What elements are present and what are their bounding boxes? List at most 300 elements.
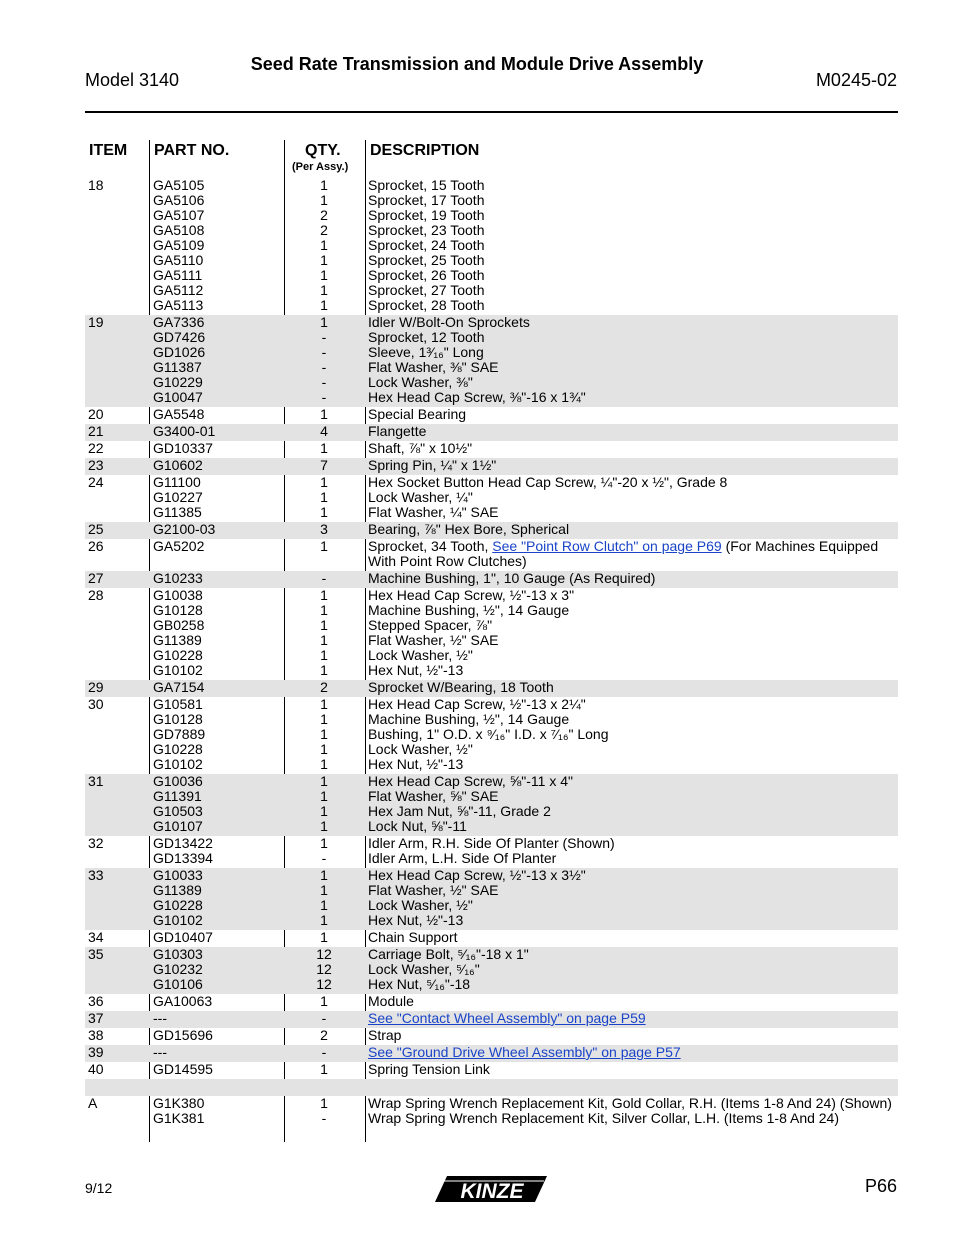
description-text: Flat Washer, ⅝" SAE: [368, 788, 499, 804]
table-row: [85, 1079, 898, 1096]
part-number: GA5202: [153, 538, 205, 554]
revision-date: 9/12: [85, 1180, 113, 1196]
item-number: 38: [88, 1027, 104, 1043]
part-number: G10106: [153, 976, 203, 992]
description: [368, 868, 586, 883]
quantity: 1: [320, 773, 328, 789]
description-text: Flat Washer, ⅜" SAE: [368, 359, 499, 375]
table-row: [85, 441, 898, 458]
description: [368, 712, 569, 727]
description: [368, 851, 556, 866]
part-number: GD7426: [153, 329, 206, 345]
table-line: [85, 193, 898, 208]
table-line: [85, 588, 898, 603]
description-text: Wrap Spring Wrench Replacement Kit, Gold Collar, R.H. (Items 1-8 And 24) (Shown): [368, 1095, 892, 1111]
column-header-description: DESCRIPTION: [370, 142, 480, 159]
table-row: [85, 1062, 898, 1079]
description-text: Hex Nut, ⁵⁄₁₆"-18: [368, 976, 471, 992]
quantity: 4: [320, 423, 328, 439]
description-text: Lock Washer, ½": [368, 897, 473, 913]
description-text: Spring Tension Link: [368, 1061, 490, 1077]
description: [368, 475, 727, 490]
quantity: 1: [320, 1061, 328, 1077]
description-text: Bushing, 1" O.D. x ⁹⁄₁₆" I.D. x ⁷⁄₁₆" Long: [368, 726, 609, 742]
item-number: 19: [88, 314, 104, 330]
description: [368, 588, 574, 603]
description-text: Machine Bushing, ½", 14 Gauge: [368, 602, 570, 618]
part-number: ---: [153, 1044, 167, 1060]
item-number: 39: [88, 1044, 104, 1060]
part-number: GA5112: [153, 282, 204, 298]
description: [368, 554, 527, 569]
item-number: A: [88, 1095, 98, 1111]
description-text: Sleeve, 1³⁄₁₆" Long: [368, 344, 484, 360]
description: [368, 490, 473, 505]
description-text: Lock Washer, ⁵⁄₁₆": [368, 961, 480, 977]
kinze-logo: [432, 1174, 550, 1209]
quantity: 1: [320, 314, 328, 330]
table-line: [85, 757, 898, 772]
table-row: [85, 994, 898, 1011]
part-number: G1K381: [153, 1110, 205, 1126]
part-number: G10038: [153, 587, 203, 603]
table-line: [85, 727, 898, 742]
part-number: G11385: [153, 504, 202, 520]
item-number: 20: [88, 406, 104, 422]
description-text: Sprocket, 17 Tooth: [368, 192, 485, 208]
description-text: Hex Head Cap Screw, ½"-13 x 3½": [368, 867, 586, 883]
table-row: [85, 697, 898, 774]
table-line: [85, 475, 898, 490]
description: [368, 697, 586, 712]
description-text: Shaft, ⅞" x 10½": [368, 440, 473, 456]
description: [368, 330, 484, 345]
quantity: 1: [320, 788, 328, 804]
part-number: GD13422: [153, 835, 213, 851]
description: [368, 648, 473, 663]
description: [368, 345, 484, 360]
table-row: [85, 424, 898, 441]
description-text: Idler W/Bolt-On Sprockets: [368, 314, 530, 330]
description-text: Hex Head Cap Screw, ½"-13 x 3": [368, 587, 575, 603]
table-line: [85, 742, 898, 757]
column-header-part: PART NO.: [154, 142, 230, 159]
description: [368, 618, 492, 633]
item-number: 23: [88, 457, 104, 473]
part-number: GA5108: [153, 222, 205, 238]
part-number: G10128: [153, 711, 203, 727]
part-number: GD15696: [153, 1027, 213, 1043]
part-number: G2100-03: [153, 521, 216, 537]
description-text: Hex Nut, ½"-13: [368, 756, 464, 772]
description: [368, 178, 484, 193]
quantity: 1: [320, 192, 328, 208]
part-number: G10102: [153, 756, 203, 772]
table-line: [85, 298, 898, 313]
table-row: [85, 588, 898, 680]
part-number: G10503: [153, 803, 203, 819]
quantity: 1: [320, 406, 328, 422]
quantity: -: [321, 1010, 327, 1026]
part-number: G10303: [153, 946, 203, 962]
table-line: [85, 178, 898, 193]
cross-reference-link[interactable]: See "Ground Drive Wheel Assembly" on page P57: [368, 1044, 681, 1060]
document-number: M0245-02: [815, 70, 897, 90]
table-row: [85, 522, 898, 539]
description: [368, 633, 499, 648]
quantity: 1: [320, 474, 328, 490]
table-row: [85, 1028, 898, 1045]
table-row: [85, 868, 898, 930]
description: [368, 268, 484, 283]
description: [368, 1111, 839, 1126]
table-line: [85, 360, 898, 375]
table-row: [85, 315, 898, 407]
quantity: 1: [320, 867, 328, 883]
description: [368, 1045, 681, 1060]
item-number: 21: [88, 423, 104, 439]
quantity: -: [321, 1110, 327, 1126]
page-number: P66: [864, 1176, 897, 1196]
description: [368, 1011, 646, 1026]
table-line: [85, 789, 898, 804]
part-number: G10047: [153, 389, 203, 405]
table-line: [85, 458, 898, 473]
description: [368, 898, 473, 913]
description-text: Hex Socket Button Head Cap Screw, ¼"-20 x ½", Grade 8: [368, 474, 728, 490]
quantity: 1: [320, 177, 328, 193]
description: [368, 505, 499, 520]
description: [368, 836, 615, 851]
description-text: Stepped Spacer, ⅞": [368, 617, 493, 633]
quantity: 1: [320, 1095, 328, 1111]
table-row: [85, 539, 898, 571]
description: [368, 742, 473, 757]
description: [368, 441, 472, 456]
table-line: [85, 1079, 898, 1094]
table-row: [85, 1096, 898, 1126]
part-number: GA5548: [153, 406, 205, 422]
description-text: Hex Head Cap Screw, ⅝"-11 x 4": [368, 773, 573, 789]
table-line: [85, 977, 898, 992]
column-header-item: ITEM: [89, 142, 128, 159]
part-number: GA7154: [153, 679, 205, 695]
table-line: [85, 238, 898, 253]
table-row: [85, 836, 898, 868]
description: [368, 571, 655, 586]
quantity: 7: [320, 457, 328, 473]
description-text: Lock Nut, ⅝"-11: [368, 818, 467, 834]
description: [368, 458, 496, 473]
description-text: Lock Washer, ½": [368, 647, 473, 663]
table-line: [85, 315, 898, 330]
part-number: G3400-01: [153, 423, 216, 439]
description: [368, 962, 480, 977]
quantity: -: [321, 850, 327, 866]
description: [368, 789, 499, 804]
description-text: Sprocket, 23 Tooth: [368, 222, 485, 238]
quantity: 1: [320, 756, 328, 772]
table-line: [85, 774, 898, 789]
description-text: Machine Bushing, 1", 10 Gauge (As Required): [368, 570, 656, 586]
description-text: Special Bearing: [368, 406, 467, 422]
description-text: Lock Washer, ⅜": [368, 374, 473, 390]
description-text: Flangette: [368, 423, 427, 439]
svg-text:KINZE: KINZE: [460, 1180, 524, 1203]
description-text: Idler Arm, L.H. Side Of Planter: [368, 850, 557, 866]
description-text: Sprocket, 15 Tooth: [368, 177, 485, 193]
part-number: G11389: [153, 632, 202, 648]
description-suffix: (For Machines Equipped: [721, 538, 879, 554]
quantity: 1: [320, 741, 328, 757]
description: [368, 223, 484, 238]
table-line: [85, 851, 898, 866]
item-number: 25: [88, 521, 104, 537]
table-line: [85, 697, 898, 712]
description: [368, 947, 529, 962]
table-row: [85, 680, 898, 697]
description: [368, 804, 551, 819]
item-number: 22: [88, 440, 104, 456]
description: [368, 238, 484, 253]
quantity: 1: [320, 504, 328, 520]
quantity: 3: [320, 521, 328, 537]
description: [368, 375, 473, 390]
item-number: 32: [88, 835, 104, 851]
part-number: ---: [153, 1010, 167, 1026]
description: [368, 819, 467, 834]
quantity: 1: [320, 267, 328, 283]
item-number: 18: [88, 177, 104, 193]
quantity: 12: [316, 976, 332, 992]
part-number: GD13394: [153, 850, 213, 866]
part-number: G10128: [153, 602, 203, 618]
table-line: [85, 1062, 898, 1077]
description: [368, 663, 463, 678]
table-line: [85, 330, 898, 345]
table-line: [85, 930, 898, 945]
part-number: G10036: [153, 773, 203, 789]
quantity: -: [321, 359, 327, 375]
part-number: G11387: [153, 359, 202, 375]
part-number: G10228: [153, 897, 203, 913]
description: [368, 522, 569, 537]
item-number: 34: [88, 929, 104, 945]
quantity: 1: [320, 252, 328, 268]
table-row: [85, 1011, 898, 1028]
table-line: [85, 883, 898, 898]
description: [368, 757, 463, 772]
table-line: [85, 603, 898, 618]
description-text: Flat Washer, ½" SAE: [368, 632, 499, 648]
description: [368, 208, 484, 223]
item-number: 31: [88, 773, 104, 789]
description: [368, 727, 608, 742]
quantity: 12: [316, 946, 332, 962]
table-line: [85, 1111, 898, 1126]
part-number: G1K380: [153, 1095, 205, 1111]
quantity: -: [321, 1044, 327, 1060]
part-number: G10232: [153, 961, 203, 977]
quantity: 1: [320, 696, 328, 712]
quantity: 1: [320, 440, 328, 456]
quantity: 1: [320, 632, 328, 648]
description-text: Sprocket, 25 Tooth: [368, 252, 485, 268]
table-row: [85, 407, 898, 424]
table-line: [85, 947, 898, 962]
table-row: [85, 1045, 898, 1062]
description: [368, 298, 484, 313]
table-line: [85, 648, 898, 663]
description-text: Flat Washer, ¼" SAE: [368, 504, 499, 520]
description-text: Hex Head Cap Screw, ½"-13 x 2¼": [368, 696, 586, 712]
description: [368, 680, 554, 695]
table-line: [85, 962, 898, 977]
part-number: GD10407: [153, 929, 213, 945]
table-row: [85, 571, 898, 588]
table-line: [85, 898, 898, 913]
cross-reference-link[interactable]: See "Contact Wheel Assembly" on page P59: [368, 1010, 646, 1026]
item-number: 36: [88, 993, 104, 1009]
table-line: [85, 424, 898, 439]
part-number: G10107: [153, 818, 203, 834]
table-line: [85, 1045, 898, 1060]
part-number: G10228: [153, 741, 203, 757]
description-text: Sprocket, 12 Tooth: [368, 329, 485, 345]
description: [368, 315, 530, 330]
description-text: Chain Support: [368, 929, 458, 945]
item-number: 28: [88, 587, 104, 603]
quantity: 1: [320, 726, 328, 742]
table-line: [85, 505, 898, 520]
description: [368, 774, 573, 789]
description-text: Hex Head Cap Screw, ⅜"-16 x 1¾": [368, 389, 586, 405]
description-text: Spring Pin, ¼" x 1½": [368, 457, 497, 473]
table-line: [85, 1011, 898, 1026]
description: [368, 1096, 892, 1111]
description: [368, 883, 499, 898]
description-text: Flat Washer, ½" SAE: [368, 882, 499, 898]
description: [368, 539, 878, 554]
table-line: [85, 819, 898, 834]
quantity: 1: [320, 617, 328, 633]
page-title: Seed Rate Transmission and Module Drive Assembly: [250, 54, 704, 74]
quantity: 1: [320, 587, 328, 603]
part-number: G11100: [153, 474, 201, 490]
description-text: Sprocket, 19 Tooth: [368, 207, 485, 223]
part-number: G11391: [153, 788, 202, 804]
item-number: 27: [88, 570, 104, 586]
description-text: Carriage Bolt, ⁵⁄₁₆"-18 x 1": [368, 946, 529, 962]
description: [368, 994, 414, 1009]
description-text: Sprocket, 26 Tooth: [368, 267, 485, 283]
cross-reference-link[interactable]: See "Point Row Clutch" on page P69: [492, 538, 722, 554]
description: [368, 390, 586, 405]
description-text: Strap: [368, 1027, 402, 1043]
quantity: -: [321, 374, 327, 390]
description-text: Hex Nut, ½"-13: [368, 912, 464, 928]
quantity: 2: [320, 1027, 328, 1043]
column-subheader-qty: (Per Assy.): [292, 161, 349, 173]
part-number: GA5113: [153, 297, 204, 313]
item-number: 35: [88, 946, 104, 962]
part-number: GA5111: [153, 267, 203, 283]
table-line: [85, 345, 898, 360]
description: [368, 977, 470, 992]
quantity: 1: [320, 237, 328, 253]
quantity: 1: [320, 818, 328, 834]
quantity: -: [321, 344, 327, 360]
table-row: [85, 774, 898, 836]
part-number: GA5106: [153, 192, 205, 208]
part-number: GD1026: [153, 344, 206, 360]
description: [368, 1028, 401, 1043]
part-number: G10233: [153, 570, 203, 586]
table-row: [85, 458, 898, 475]
quantity: 1: [320, 297, 328, 313]
table-line: [85, 375, 898, 390]
description: [368, 930, 458, 945]
table-line: [85, 994, 898, 1009]
item-number: 30: [88, 696, 104, 712]
quantity: 1: [320, 912, 328, 928]
description-text: Lock Washer, ½": [368, 741, 473, 757]
description-text: Hex Jam Nut, ⅝"-11, Grade 2: [368, 803, 551, 819]
part-number: G10033: [153, 867, 203, 883]
part-number: GA5105: [153, 177, 205, 193]
quantity: -: [321, 570, 327, 586]
description: [368, 253, 484, 268]
description-text: Idler Arm, R.H. Side Of Planter (Shown): [368, 835, 615, 851]
part-number: GD7889: [153, 726, 206, 742]
table-line: [85, 554, 898, 569]
table-line: [85, 490, 898, 505]
quantity: 1: [320, 993, 328, 1009]
table-line: [85, 283, 898, 298]
description-text: Wrap Spring Wrench Replacement Kit, Silver Collar, L.H. (Items 1-8 And 24): [368, 1110, 840, 1126]
quantity: 1: [320, 282, 328, 298]
description: [368, 407, 466, 422]
part-number: G10102: [153, 912, 203, 928]
table-line: [85, 441, 898, 456]
part-number: GA5110: [153, 252, 204, 268]
item-number: 26: [88, 538, 104, 554]
description: [368, 193, 484, 208]
table-row: [85, 475, 898, 522]
description-text: Lock Washer, ¼": [368, 489, 473, 505]
description: [368, 360, 499, 375]
part-number: G10228: [153, 647, 203, 663]
quantity: 2: [320, 207, 328, 223]
table-line: [85, 268, 898, 283]
table-line: [85, 1028, 898, 1043]
table-line: [85, 712, 898, 727]
table-row: [85, 178, 898, 315]
table-line: [85, 868, 898, 883]
table-line: [85, 571, 898, 586]
quantity: 1: [320, 662, 328, 678]
part-number: GA7336: [153, 314, 205, 330]
quantity: 1: [320, 647, 328, 663]
part-number: G10227: [153, 489, 203, 505]
description-text: Module: [368, 993, 414, 1009]
table-line: [85, 390, 898, 405]
quantity: 1: [320, 929, 328, 945]
part-number: G10602: [153, 457, 203, 473]
item-number: 37: [88, 1010, 104, 1026]
part-number: GA10063: [153, 993, 213, 1009]
parts-table: [85, 178, 898, 1126]
